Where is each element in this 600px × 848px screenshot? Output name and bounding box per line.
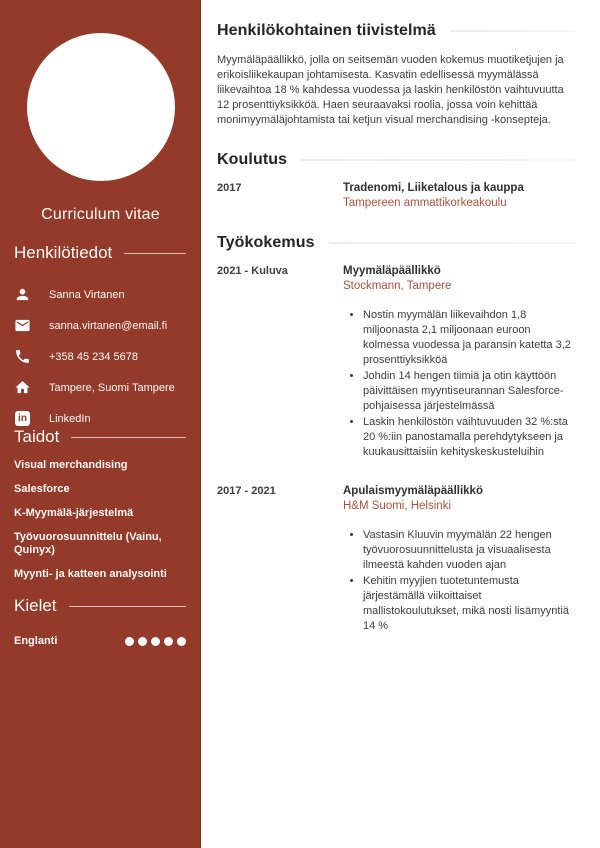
sidebar (0, 0, 201, 848)
experience-section (217, 234, 575, 635)
education-heading (217, 151, 575, 169)
entry-period: 2017 - 2021 (217, 485, 276, 497)
language-row (14, 635, 186, 647)
main-column (201, 0, 600, 848)
languages-section (14, 596, 186, 647)
person-icon (14, 286, 31, 303)
entry-bullet: • Laskin henkilöstön vaihtuvuuden 32 %:sta 20 %:iin panostamalla perehdytykseen ja kuukausittaisiin kehityskeskusteluihin (363, 415, 575, 460)
languages-heading-label: Kielet (14, 596, 57, 615)
entry-bullet: • Vastasin Kluuvin myymälän 22 hengen työvuorosuunnittelusta ja visuaalisesta ilmeestä kahden vuoden ajan (363, 528, 575, 573)
experience-entry (217, 264, 575, 461)
entry-period: 2017 (217, 182, 242, 194)
entry-bullet: • Johdin 14 hengen tiimiä ja otin käyttöön päivittäisen myyntiseurannan Salesforce-pohjaisessa järjestelmässä (363, 369, 575, 414)
entry-subtitle: Stockmann, Tampere (343, 280, 452, 292)
contact-section (14, 243, 186, 434)
contact-email: sanna.virtanen@email.fi (49, 319, 168, 332)
entry-bullet: • Nostin myymälän liikevaihdon 1,8 miljoonasta 2,1 miljoonaan euroon kolmessa vuodessa ja paransin katetta 3,2 prosenttiyksikköä (363, 308, 575, 368)
entry-period: 2021 - Kuluva (217, 265, 288, 277)
contact-heading (14, 243, 186, 263)
contact-row-name (14, 279, 186, 310)
skill-item: Myynti- ja katteen analysointi (14, 568, 167, 580)
phone-icon (14, 348, 31, 365)
entry-bullet-list (343, 308, 575, 460)
experience-entry (217, 484, 575, 635)
entry-body (343, 484, 575, 635)
home-icon (14, 379, 31, 396)
language-level-dot (177, 637, 186, 646)
heading-rule (329, 242, 575, 244)
contact-row-email (14, 310, 186, 341)
experience-heading (217, 234, 575, 252)
entry-title: Apulaismyymäläpäällikkö (343, 485, 483, 497)
language-level-dot (138, 637, 147, 646)
skills-heading-label: Taidot (14, 427, 60, 446)
contact-linkedin: LinkedIn (49, 412, 91, 425)
languages-heading (14, 596, 186, 616)
heading-rule (450, 30, 575, 32)
skill-item: K-Myymälä-järjestelmä (14, 507, 134, 519)
contact-list (14, 279, 186, 434)
skill-item: Salesforce (14, 483, 70, 495)
entry-subtitle: H&M Suomi, Helsinki (343, 500, 451, 512)
heading-rule (301, 159, 575, 161)
linkedin-icon: in (14, 410, 31, 427)
skill-list (14, 459, 186, 581)
language-level-dot (164, 637, 173, 646)
contact-name: Sanna Virtanen (49, 288, 125, 301)
language-level-dot (125, 637, 134, 646)
heading-rule (124, 253, 186, 254)
summary-heading-label: Henkilökohtainen tiivistelmä (217, 22, 436, 39)
language-level-dots (125, 637, 186, 646)
language-name: Englanti (14, 635, 58, 647)
contact-row-phone (14, 341, 186, 372)
skills-section (14, 427, 186, 581)
entry-title: Myymäläpäällikkö (343, 265, 441, 277)
skill-item: Työvuorosuunnittelu (Vainu, Quinyx) (14, 531, 162, 556)
cv-title: Curriculum vitae (41, 206, 160, 223)
education-entry (217, 181, 575, 211)
contact-heading-label: Henkilötiedot (14, 243, 113, 262)
contact-row-location (14, 372, 186, 403)
education-heading-label: Koulutus (217, 151, 288, 168)
entry-bullet: • Kehitin myyjien tuotetuntemusta järjestämällä viikoittaiset mallistokoulutukset, mikä nosti lisämyyntiä 14 % (363, 574, 575, 634)
experience-heading-label: Työkokemus (217, 234, 315, 251)
entry-body (343, 181, 575, 211)
contact-location: Tampere, Suomi Tampere (49, 381, 175, 394)
skills-heading (14, 427, 186, 447)
language-level-dot (151, 637, 160, 646)
education-section (217, 151, 575, 211)
heading-rule (69, 606, 186, 607)
entry-subtitle: Tampereen ammattikorkeakoulu (343, 197, 507, 209)
contact-phone: +358 45 234 5678 (49, 350, 139, 363)
skill-item: Visual merchandising (14, 459, 128, 471)
email-icon (14, 317, 31, 334)
summary-heading (217, 22, 575, 40)
entry-bullet-list (343, 528, 575, 634)
entry-title: Tradenomi, Liiketalous ja kauppa (343, 182, 524, 194)
profile-photo-placeholder (27, 33, 175, 181)
heading-rule (71, 437, 186, 438)
entry-body (343, 264, 575, 461)
summary-text: Myymäläpäällikkö, jolla on seitsemän vuoden kokemus muotiketjujen ja erikoisliikekaupan johtamisesta. Kasvatin edellisessä myymälässä liikevaihtoa 18 % kahdessa vuodessa ja laskin henkilöstön vaihtuvuutta 12 prosenttiyksikköä. Haen seuraavaksi roolia, jossa voin kehittää monimyymäläjohtamista tai ketjun visual merchandising -konsepteja. (217, 54, 564, 126)
